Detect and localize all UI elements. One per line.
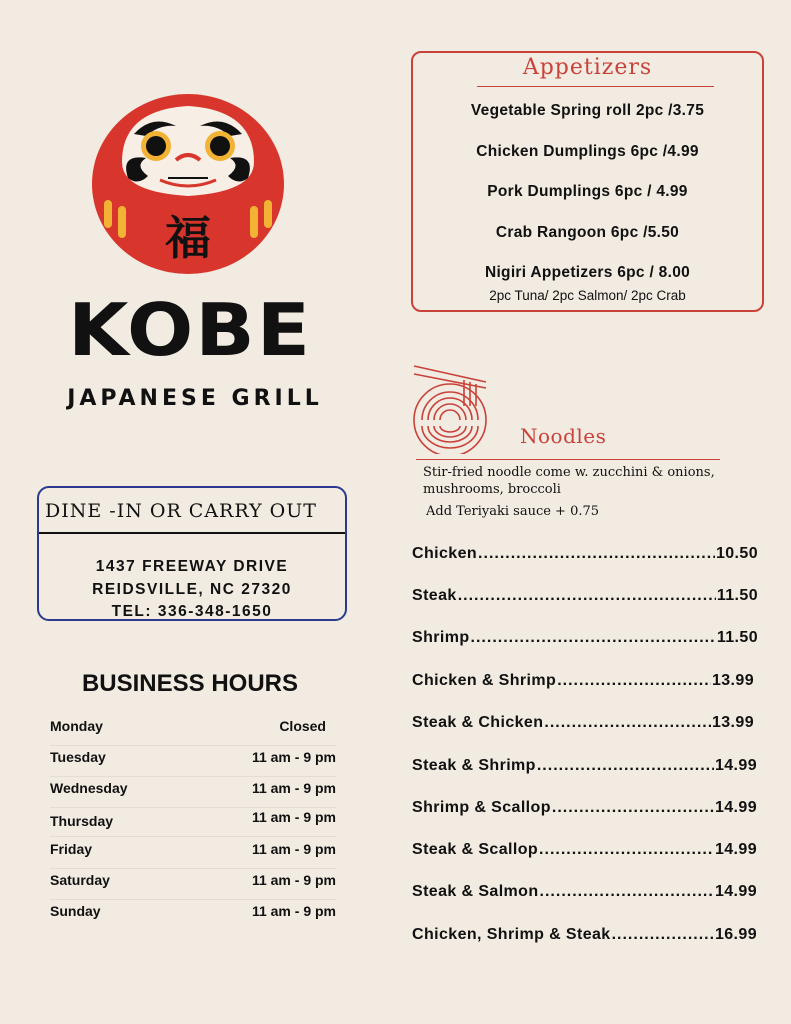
leader-dots [544,714,711,732]
noodle-item-price: 13.99 [711,672,754,689]
hours-row [50,776,336,808]
hours-day: Monday [50,718,103,734]
noodle-menu-row [412,883,757,901]
hours-time: 11 am - 9 pm [251,809,336,825]
noodle-item-name: Steak & Chicken [412,714,544,731]
brand-subtitle: JAPANESE GRILL [67,386,323,411]
hours-day: Tuesday [50,749,106,765]
noodle-menu-row [412,672,754,690]
leader-dots [537,757,714,775]
appetizer-item: Chicken Dumplings 6pc /4.99 [476,143,699,160]
hours-time: 11 am - 9 pm [251,903,336,919]
hours-time: 11 am - 9 pm [251,872,336,888]
appetizers-underline [477,86,714,87]
noodle-menu-row [412,545,758,563]
noodle-menu-row [412,841,757,859]
noodle-item-price: 14.99 [714,799,757,816]
fortune-glyph: 福 [165,211,211,265]
noodles-underline [416,459,720,460]
leader-dots [539,841,714,859]
leader-dots [458,587,716,605]
noodle-item-name: Chicken, Shrimp & Steak [412,926,611,943]
noodle-item-price: 13.99 [711,714,754,731]
noodle-item-price: 14.99 [714,757,757,774]
hours-title: BUSINESS HOURS [81,670,299,697]
hours-row [50,868,336,900]
leader-dots [552,799,714,817]
noodle-menu-row [412,799,757,817]
noodle-item-name: Steak [412,587,457,604]
hours-row [50,805,336,837]
appetizer-item: Vegetable Spring roll 2pc /3.75 [470,102,705,119]
noodle-menu-row [412,926,757,944]
noodle-menu-row [412,587,758,605]
noodles-title: Noodles [520,424,607,448]
hours-row [50,837,336,869]
appetizer-item: Nigiri Appetizers 6pc / 8.00 [484,264,691,281]
noodle-item-price: 11.50 [716,587,758,604]
divider [39,532,345,534]
noodle-item-name: Steak & Shrimp [412,757,536,774]
appetizer-note: 2pc Tuna/ 2pc Salmon/ 2pc Crab [489,288,686,303]
noodle-menu-row [412,629,758,647]
address-line2: REIDSVILLE, NC 27320 [92,581,292,598]
noodle-item-name: Steak & Salmon [412,883,539,900]
noodle-item-price: 16.99 [714,926,757,943]
noodle-menu-row [412,757,757,775]
location-box [37,486,347,621]
appetizers-title: Appetizers [522,55,653,80]
noodles-extra: Add Teriyaki sauce + 0.75 [426,504,600,519]
hours-time: 11 am - 9 pm [251,780,336,796]
noodle-item-name: Chicken & Shrimp [412,672,557,689]
leader-dots [612,926,714,944]
address-line1: 1437 FREEWAY DRIVE [95,558,289,575]
hours-row [50,714,336,746]
noodle-item-price: 10.50 [715,545,758,562]
hours-day: Thursday [50,813,114,829]
hours-time: 11 am - 9 pm [251,841,336,857]
dine-in-title: DINE -IN OR CARRY OUT [45,500,317,522]
appetizer-item: Pork Dumplings 6pc / 4.99 [487,183,688,200]
noodle-item-price: 14.99 [714,841,757,858]
noodle-menu-row [412,714,754,732]
leader-dots [478,545,715,563]
hours-day: Wednesday [50,780,128,796]
hours-day: Sunday [50,903,101,919]
appetizers-box [411,51,764,312]
noodle-item-price: 11.50 [716,629,758,646]
hours-time: 11 am - 9 pm [251,749,336,765]
hours-time: Closed [279,718,326,734]
noodle-item-name: Chicken [412,545,478,562]
hours-row [50,899,336,930]
hours-row [50,745,336,777]
noodle-item-name: Shrimp & Scallop [412,799,551,816]
noodle-item-name: Shrimp [412,629,470,646]
hours-day: Saturday [50,872,110,888]
leader-dots [540,883,714,901]
leader-dots [471,629,716,647]
noodles-description: Stir-fried noodle come w. zucchini & onions, mushrooms, broccoli [423,465,715,497]
brand-name: KOBE [68,289,312,373]
appetizer-item: Crab Rangoon 6pc /5.50 [495,224,680,241]
hours-day: Friday [50,841,93,857]
leader-dots [557,672,711,690]
noodle-bowl-icon [410,362,490,454]
phone-number: TEL: 336-348-1650 [111,603,273,620]
noodle-item-price: 14.99 [714,883,757,900]
noodle-item-name: Steak & Scallop [412,841,539,858]
daruma-logo-icon [90,92,286,276]
